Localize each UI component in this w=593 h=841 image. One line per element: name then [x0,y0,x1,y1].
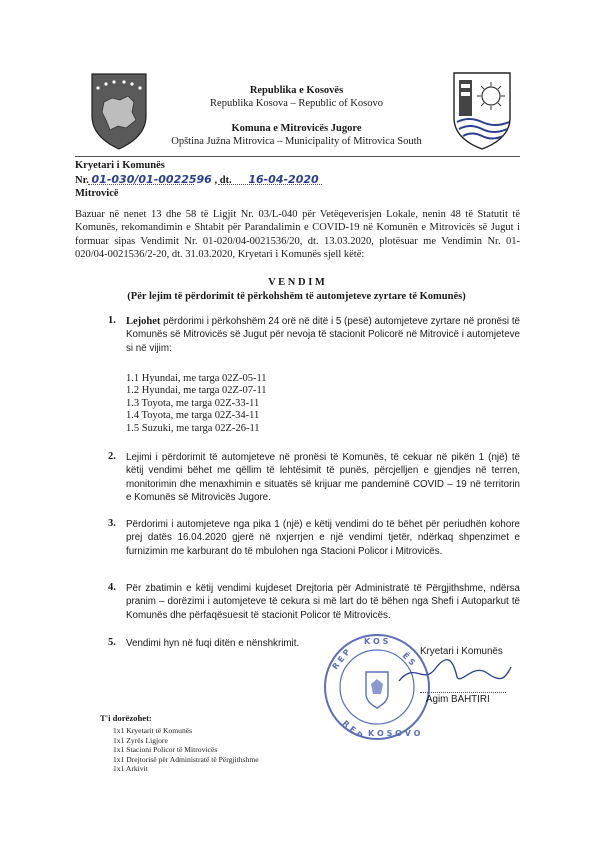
vehicle-item: 1.1 Hyundai, me targa 02Z-05-11 [126,373,267,384]
svg-text:K O S O V O: K O S O V O [368,729,421,738]
vehicle-item: 1.4 Toyota, me targa 02Z-34-11 [126,410,260,422]
svg-text:R E P: R E P [330,647,352,672]
item-4-number: 4. [108,582,116,593]
decision-title: V E N D I M [268,277,325,288]
svg-text:K O S: K O S [364,637,389,646]
item-2-text: Lejimi i përdorimit të automjeteve në pronësi të Komunës, të cekuar në pikën 1 (një) të këtij vendimi bëhet me qëllim të lehtësimit të punës, përcjelljen e gjendjes në terren, monitorimin dhe menaxhimin e situatës së krijuar me pandeminë COVID – 19 në territorin e Komunës së Mitrovicës Jugore. [126,452,520,503]
distribution-item: 1x1 Drejtorisë për Administratë të Përgjithshme [113,754,259,764]
decision-subtitle: (Për lejim të përdorimit të përkohshëm të automjeteve zyrtare të Komunës) [127,291,466,302]
reference-number-handwritten: 01-030/01-0022596 [91,173,212,186]
item-5-text: Vendimi hyn në fuqi ditën e nënshkrimit. [126,638,300,649]
distribution-item: 1x1 Kryetarit të Komunës [113,726,193,735]
item-1 [126,315,520,355]
header-country-multilingual: Republika Kosova – Republic of Kosovo [210,98,383,109]
vehicle-item: 1.2 Hyundai, me targa 02Z-07-11 [126,385,267,397]
signatory-name: Agim BAHTIRI [426,694,490,705]
header-municipality-multilingual: Opština Južna Mitrovica – Municipality of Mitrovica South [171,136,422,147]
header-municipality-albanian: Komuna e Mitrovicës Jugore [231,123,362,134]
distribution-item: 1x1 Arkivit [113,764,148,774]
item-1-text: përdorimi i përkohshëm 24 orë në ditë i 5 (pesë) automjeteve zyrtare në pronësi të Komunës së Mitrovicës së Jugut për nevoja të stacionit Policorë në Mitrovicë i automjeteve si në vijim: [126,316,520,354]
reference-number-label: Nr. [75,175,89,186]
date-dotted-line [218,184,322,185]
vehicle-list [126,373,267,435]
item-3 [126,518,520,558]
svg-text:R E P: R E P [340,718,365,741]
item-4 [126,582,520,622]
item-1-lead: Lejohet [126,316,161,327]
distribution-item: 1x1 Stacioni Policor të Mitrovicës [113,745,218,755]
office-name: Kryetari i Komunës [75,160,165,171]
signature-title: Kryetari i Komunës [420,646,503,657]
intro-paragraph [75,208,520,261]
header-divider [75,156,520,157]
item-3-text: Përdorimi i automjeteve nga pika 1 (një) e këtij vendimi do të bëhet për periudhën kohore prej datës 16.04.2020 gjerë në nxjerrjen e një vendimi tjetër, ndërkaq shpenzimet e furnizimin me karburant do të mbulohen nga Stacioni Policor i Mitrovicës. [126,519,520,557]
date-handwritten: 16-04-2020 [248,173,319,186]
vehicle-item: 1.3 Toyota, me targa 02Z-33-11 [126,397,260,409]
intro-text: Bazuar në nenet 13 dhe 58 të Ligjit Nr. 03/L-040 për Vetëqeverisjen Lokale, nenin 48 të Statutit të Komunës, rekomandimin e Shtabit për Parandalimin e COVID-19 në Komunën e Mitrovicës së Jugut i formuar sipas Vendimit Nr. 01-020/04-0021536/20, dt. 13.03.2020, plotësuar me Vendimin Nr. 01-020/04-0021536/2-20, dt. 31.03.2020, Kryetari i Komunës sjell këtë: [75,209,520,260]
item-1-number: 1. [108,315,116,326]
item-5-number: 5. [108,637,116,648]
reference-number-dotted-line [88,184,194,185]
distribution-item: 1x1 Zyrës Ligjore [113,735,168,745]
handwritten-signature [395,655,515,689]
item-3-number: 3. [108,518,116,529]
vehicle-item: 1.5 Suzuki, me targa 02Z-26-11 [126,422,260,434]
svg-text:Ë S: Ë S [400,651,417,668]
signature-dotted-line [420,692,506,693]
item-2-number: 2. [108,451,116,462]
office-city: Mitrovicë [75,188,119,199]
date-label: , dt. [214,175,232,186]
item-4-text: Për zbatimin e këtij vendimi kujdeset Drejtoria për Administratë të Përgjithshme, ndërsa pranim – dorëzimi i automjeteve të cekura si më lart do të bëhen nga Shefi i Autoparkut të Komunës dhe përfaqësuesit të stacionit Policor të Mitrovicës. [126,583,520,621]
item-2 [126,451,520,504]
header-country-albanian: Republika e Kosovës [249,85,344,96]
distribution-heading: T'i dorëzohet: [100,713,152,723]
distribution-list [113,726,259,774]
